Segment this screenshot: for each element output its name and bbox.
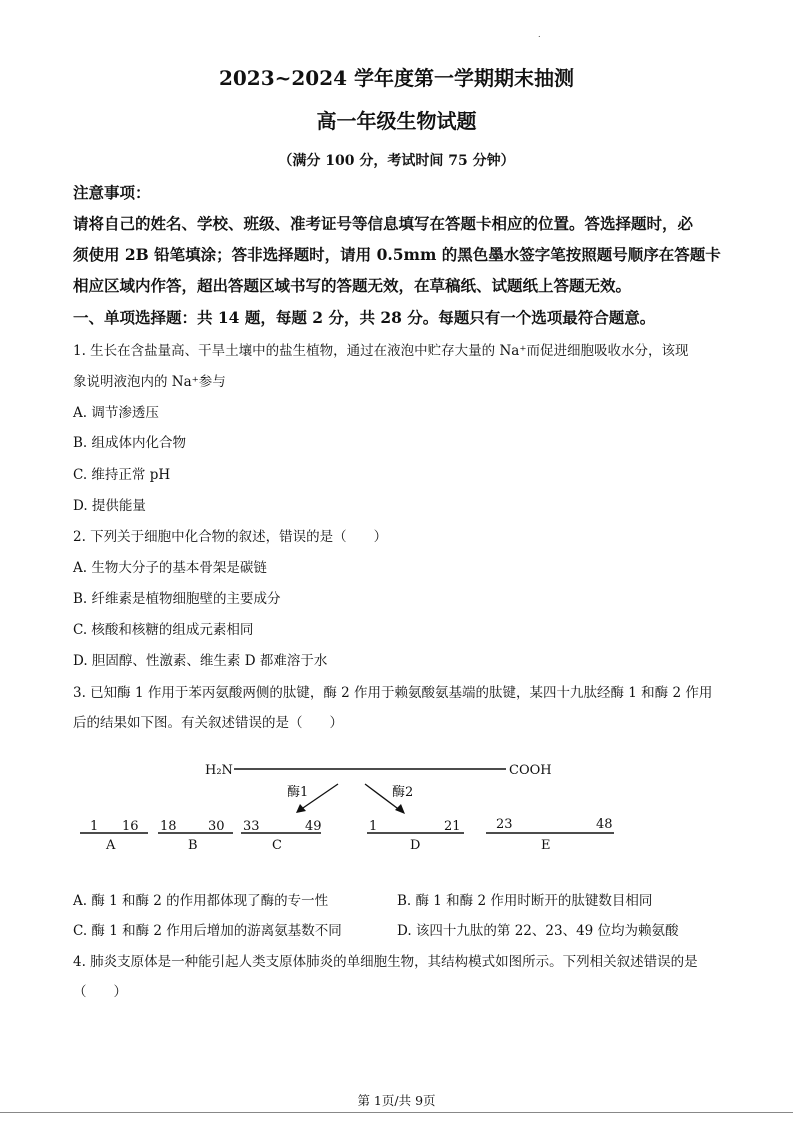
enzyme2-label: 酶2 (392, 785, 414, 800)
exam-subtitle: 高一年级生物试题 (316, 109, 477, 133)
fragment-c-end: 49 (305, 819, 322, 834)
exam-meta: （满分 100 分，考试时间 75 分钟） (278, 153, 515, 169)
fragment-d-end: 21 (444, 819, 461, 834)
notice-line: 请将自己的姓名、学校、班级、准考证号等信息填写在答题卡相应的位置。答选择题时，必 (73, 214, 694, 233)
fragment-b-label: B (188, 838, 198, 853)
fragment-a-end: 16 (122, 819, 139, 834)
q3-option-d: D. 该四十九肽的第 22、23、49 位均为赖氨酸 (397, 923, 679, 939)
q2-option-b: B. 纤维素是植物细胞壁的主要成分 (73, 591, 281, 607)
q3-stem: 3. 已知酶 1 作用于苯丙氨酸两侧的肽键，酶 2 作用于赖氨酸氨基端的肽键，某四十九肽经酶 1 和酶 2 作用 (73, 685, 713, 701)
fragment-b-end: 30 (208, 819, 225, 834)
q3-option-c: C. 酶 1 和酶 2 作用后增加的游离氨基数不同 (73, 923, 342, 939)
q1-option-b: B. 组成体内化合物 (73, 435, 187, 451)
fragment-d-label: D (410, 838, 421, 853)
q1-stem: 1. 生长在含盐量高、干旱土壤中的盐生植物，通过在液泡中贮存大量的 Na⁺而促进细胞吸收水分，该现 (73, 343, 689, 359)
q1-option-c: C. 维持正常 pH (73, 467, 171, 483)
fragment-a-label: A (106, 838, 116, 853)
section-heading: 一、单项选择题：共 14 题，每题 2 分，共 28 分。每题只有一个选项最符合题意。 (73, 308, 656, 327)
page-number: 第 1页/共 9页 (357, 1093, 436, 1108)
q2-option-d: D. 胆固醇、性激素、维生素 D 都难溶于水 (73, 653, 328, 669)
q2-option-a: A. 生物大分子的基本骨架是碳链 (73, 560, 267, 576)
q1-stem: 象说明液泡内的 Na⁺参与 (73, 374, 226, 390)
footer-divider (0, 1112, 793, 1113)
enzyme1-label: 酶1 (287, 785, 309, 800)
fragment-d-start: 1 (369, 819, 378, 834)
enzyme1-arrowhead (296, 804, 306, 813)
q3-stem: 后的结果如下图。有关叙述错误的是（ ） (73, 715, 343, 731)
c-terminus-label: COOH (509, 763, 552, 778)
notice-heading: 注意事项： (73, 183, 151, 202)
fragment-e-start: 23 (496, 817, 513, 832)
q1-option-d: D. 提供能量 (73, 498, 146, 514)
n-terminus-label: H₂N (205, 763, 233, 778)
q3-option-b: B. 酶 1 和酶 2 作用时断开的肽键数目相同 (397, 893, 653, 909)
q1-option-a: A. 调节渗透压 (73, 405, 159, 421)
q3-option-a: A. 酶 1 和酶 2 的作用都体现了酶的专一性 (73, 893, 329, 909)
fragment-c-start: 33 (243, 819, 260, 834)
q2-option-c: C. 核酸和核糖的组成元素相同 (73, 622, 254, 638)
fragment-b-start: 18 (160, 819, 177, 834)
q4-stem: （ ） (73, 984, 127, 1000)
scan-dot: . (538, 30, 541, 39)
q4-stem: 4. 肺炎支原体是一种能引起人类支原体肺炎的单细胞生物，其结构模式如图所示。下列相关叙述错误的是 (73, 954, 698, 970)
fragment-a-start: 1 (90, 819, 99, 834)
fragment-c-label: C (272, 838, 282, 853)
peptide-cleavage-figure (0, 750, 793, 860)
notice-line: 须使用 2B 铅笔填涂；答非选择题时，请用 0.5mm 的黑色墨水签字笔按照题号顺序在答题卡 (73, 245, 721, 264)
notice-line: 相应区域内作答，超出答题区域书写的答题无效，在草稿纸、试题纸上答题无效。 (73, 276, 632, 295)
enzyme2-arrowhead (395, 804, 405, 814)
fragment-e-end: 48 (596, 817, 613, 832)
fragment-e-label: E (541, 838, 551, 853)
q2-stem: 2. 下列关于细胞中化合物的叙述，错误的是（ ） (73, 529, 388, 545)
exam-title: 2023~2024 学年度第一学期期末抽测 (218, 66, 575, 90)
